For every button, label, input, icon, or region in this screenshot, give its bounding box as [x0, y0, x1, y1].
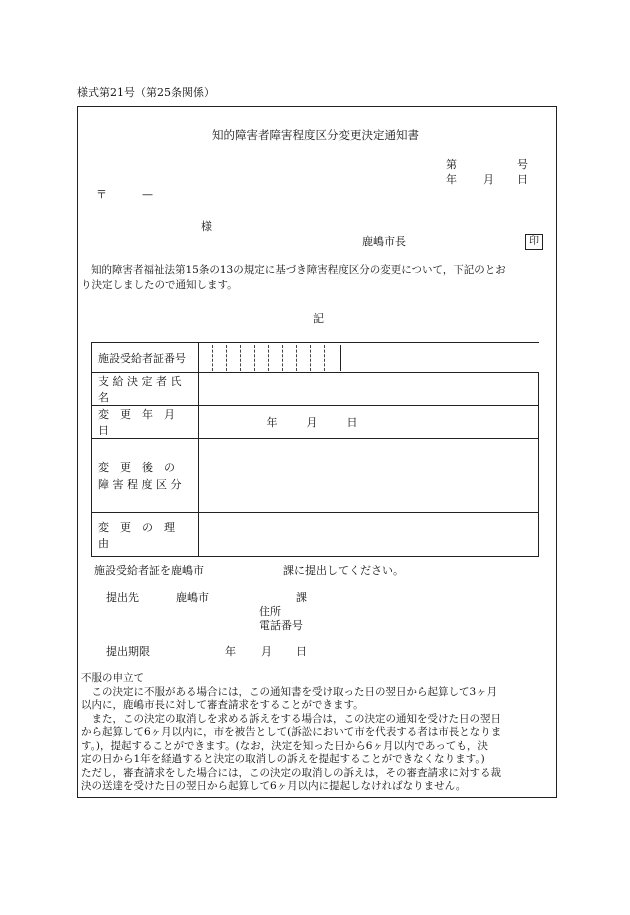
- change-date-year: 年: [266, 416, 278, 429]
- new-category-label: [92, 439, 199, 513]
- appeal-line: 以内に，鹿嶋市長に対して審査請求をすることができます。: [81, 699, 364, 711]
- new-category-label-line1: 変 更 後 の: [98, 460, 175, 474]
- new-category-field[interactable]: [199, 439, 539, 513]
- postal-dash: —: [142, 188, 153, 201]
- change-date-month: 月: [306, 416, 318, 429]
- issuer-name: 鹿嶋市長: [362, 235, 406, 248]
- destination-city: 鹿嶋市: [176, 591, 209, 604]
- new-category-label-line2: 障 害 程 度 区 分: [98, 477, 182, 491]
- destination-label: 提出先: [106, 591, 139, 604]
- appeal-heading: 不服の申立て: [81, 672, 144, 684]
- date-year: 年: [446, 173, 457, 186]
- phone-label: 電話番号: [259, 619, 303, 632]
- doc-number-suffix: 号: [517, 158, 528, 171]
- row-change-date: [92, 406, 539, 439]
- deadline-label: 提出期限: [106, 645, 150, 658]
- seal-mark: 印: [525, 234, 543, 250]
- appeal-line: この決定に不服がある場合には，この通知書を受け取った日の翌日から起算して3ヶ月: [81, 686, 498, 698]
- deadline-year: 年: [225, 645, 236, 658]
- recipient-name-field[interactable]: [199, 373, 539, 406]
- appeal-line: また，この決定の取消しを求める訴えをする場合は，この決定の通知を受けた日の翌日: [81, 713, 501, 725]
- address-label: 住所: [259, 605, 281, 618]
- recipient-name-label: 支 給 決 定 者 氏 名: [92, 373, 199, 406]
- row-recipient-name: [92, 373, 539, 406]
- form-table: [91, 342, 539, 557]
- appeal-line: す。)，提起することができます。(なお，決定を知った日から6ヶ月以内であっても，決: [81, 740, 488, 752]
- date-day: 日: [517, 173, 528, 186]
- appeal-line: ただし，審査請求をした場合には，この決定の取消しの訴えは，その審査請求に対する裁: [81, 767, 501, 779]
- recipient-suffix: 様: [201, 220, 212, 233]
- ki-heading: 記: [313, 312, 324, 325]
- change-date-field[interactable]: [199, 406, 539, 439]
- date-month: 月: [483, 173, 494, 186]
- submission-line-suffix: 課に提出してください。: [283, 564, 404, 577]
- change-date-day: 日: [346, 416, 358, 429]
- destination-section: 課: [296, 591, 307, 604]
- certificate-number-field[interactable]: [199, 343, 539, 373]
- document-title: 知的障害者障害程度区分変更決定通知書: [212, 128, 419, 142]
- postal-mark: 〒: [96, 188, 107, 201]
- appeal-line: 定の日から1年を経過すると決定の取消しの訴えを提起することができなくなります。): [81, 753, 485, 765]
- certificate-number-label: 施設受給者証番号: [92, 343, 199, 373]
- appeal-line: から起算して6ヶ月以内に，市を被告として(訴訟において市を代表する者は市長となりま: [81, 726, 502, 738]
- submission-line: 施設受給者証を鹿嶋市: [94, 564, 204, 577]
- row-new-category: [92, 439, 539, 513]
- deadline-month: 月: [261, 645, 272, 658]
- change-reason-label: 変 更 の 理 由: [92, 513, 199, 557]
- row-certificate-number: [92, 343, 539, 373]
- change-reason-field[interactable]: [199, 513, 539, 557]
- appeal-line: 決の送達を受けた日の翌日から起算して6ヶ月以内に提起しなければなりません。: [81, 780, 467, 792]
- row-change-reason: [92, 513, 539, 557]
- form-number: 様式第21号（第25条関係）: [77, 86, 215, 99]
- deadline-day: 日: [296, 645, 307, 658]
- doc-number-prefix: 第: [446, 158, 457, 171]
- change-date-label: 変 更 年 月 日: [92, 406, 199, 439]
- intro-line-2: り決定しましたので通知します。: [81, 279, 238, 291]
- intro-line-1: 知的障害者福祉法第15条の13の規定に基づき障害程度区分の変更について，下記のとお: [91, 264, 506, 276]
